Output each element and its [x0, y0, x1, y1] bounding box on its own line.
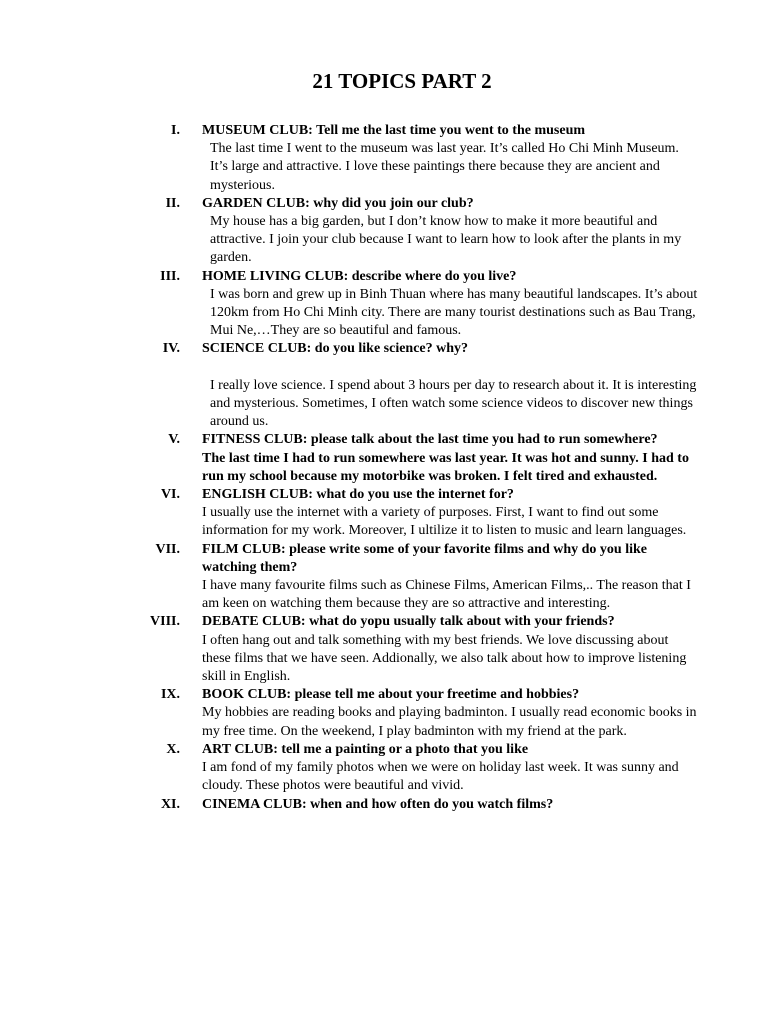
- topic-numeral: X.: [166, 741, 180, 757]
- topic-item: [0, 268, 700, 341]
- topic-heading: HOME LIVING CLUB: describe where do you live?: [202, 268, 517, 284]
- topic-item: [0, 613, 700, 686]
- topic-heading: MUSEUM CLUB: Tell me the last time you went to the museum: [202, 123, 586, 138]
- topic-item: [0, 796, 700, 814]
- topic-item: [0, 541, 700, 614]
- topic-answer: I really love science. I spend about 3 hours per day to research about it. It is interesting and mysterious. Sometimes, I often watch some science videos to discover new things around us.: [210, 377, 697, 430]
- topic-heading: GARDEN CLUB: why did you join our club?: [202, 195, 474, 211]
- topic-heading: FILM CLUB: please write some of your favorite films and why do you like watching them?: [202, 541, 647, 575]
- document-title: 21 TOPICS PART 2: [312, 69, 492, 93]
- topic-item: [0, 741, 700, 796]
- topic-numeral: VII.: [155, 541, 180, 557]
- topic-answer: My hobbies are reading books and playing badminton. I usually read economic books in my free time. On the weekend, I play badminton with my friend at the park.: [202, 705, 697, 739]
- topic-numeral: IV.: [162, 341, 180, 357]
- topic-answer: The last time I went to the museum was last year. It’s called Ho Chi Minh Museum. It’s large and attractive. I love these paintings there because they are ancient and mysterious.: [210, 141, 679, 193]
- topic-answer: My house has a big garden, but I don’t know how to make it more beautiful and attractive. I join your club because I want to learn how to look after the plants in my garden.: [210, 214, 682, 266]
- topic-numeral: III.: [160, 268, 180, 284]
- topic-heading: SCIENCE CLUB: do you like science? why?: [202, 341, 469, 357]
- blank-line: [202, 359, 700, 377]
- topic-numeral: IX.: [160, 687, 180, 703]
- topic-numeral: VI.: [160, 487, 180, 503]
- topic-item: [0, 195, 700, 268]
- topic-numeral: XI.: [160, 796, 180, 812]
- topic-numeral: I.: [171, 123, 180, 138]
- topic-heading: FITNESS CLUB: please talk about the last time you had to run somewhere?: [202, 432, 658, 448]
- topic-heading: CINEMA CLUB: when and how often do you watch films?: [202, 796, 554, 812]
- topic-list: [0, 122, 768, 814]
- topic-numeral: VIII.: [150, 614, 180, 630]
- topic-heading: DEBATE CLUB: what do yopu usually talk about with your friends?: [202, 614, 615, 630]
- topic-numeral: II.: [165, 195, 180, 211]
- topic-answer: I have many favourite films such as Chinese Films, American Films,.. The reason that I am keen on watching them because they are so attractive and interesting.: [202, 578, 691, 612]
- topic-answer: The last time I had to run somewhere was last year. It was hot and sunny. I had to run my school because my motorbike was broken. I felt tired and exhausted.: [202, 450, 689, 484]
- topic-item: [0, 122, 700, 195]
- topic-answer: I usually use the internet with a variety of purposes. First, I want to find out some information for my work. Moreover, I ultilize it to listen to music and learn languages.: [202, 505, 687, 539]
- topic-answer: I am fond of my family photos when we were on holiday last week. It was sunny and cloudy. These photos were beautiful and vivid.: [202, 760, 679, 794]
- topic-item: [0, 431, 700, 486]
- topic-answer: I was born and grew up in Binh Thuan where has many beautiful landscapes. It’s about 120km from Ho Chi Minh city. There are many tourist destinations such as Bau Trang, Mui Ne,…They are so beautiful and famous.: [210, 286, 698, 339]
- topic-heading: ENGLISH CLUB: what do you use the internet for?: [202, 487, 514, 503]
- topic-heading: BOOK CLUB: please tell me about your freetime and hobbies?: [202, 687, 580, 703]
- topic-item: [0, 340, 700, 431]
- topic-answer: I often hang out and talk something with my best friends. We love discussing about these films that we have seen. Addionally, we also talk about how to improve listening skill in English.: [202, 632, 687, 685]
- topic-item: [0, 486, 700, 541]
- topic-heading: ART CLUB: tell me a painting or a photo that you like: [202, 741, 529, 757]
- topic-item: [0, 686, 700, 741]
- topic-numeral: V.: [168, 432, 180, 448]
